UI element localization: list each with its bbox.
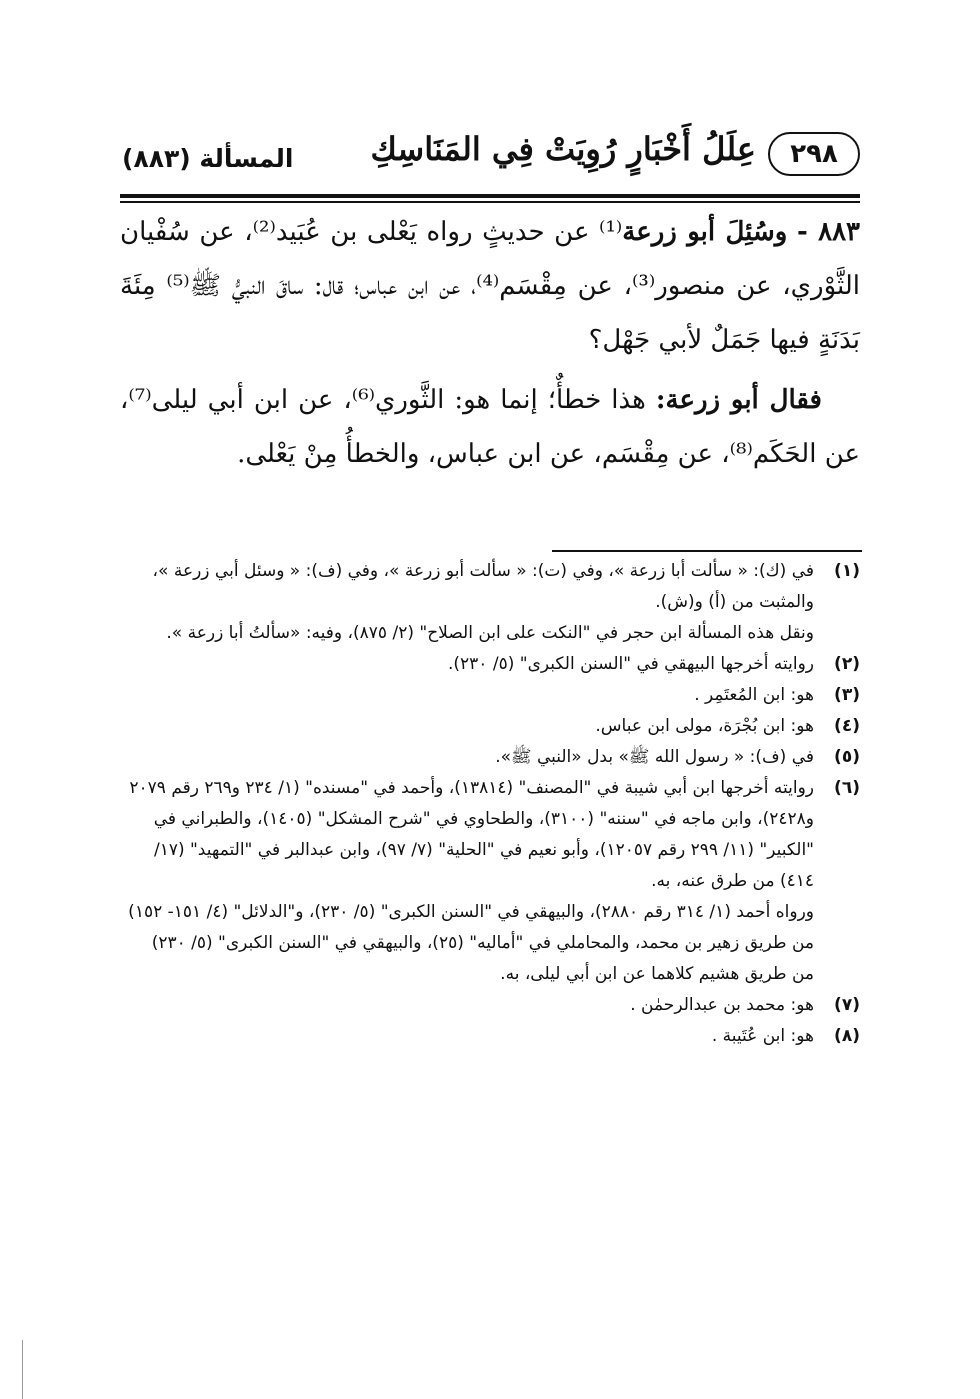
footnote-separator xyxy=(552,550,862,552)
footnote-6 xyxy=(128,773,860,990)
footnote-text: هو: ابن عُتَيبة . xyxy=(711,1026,814,1046)
footnote-text: روايته أخرجها ابن أبي شيبة في "المصنف" (١٣٨١٤)، وأحمد في "مسنده" (١/ ٢٣٤ و٢٦٩ رقم ٢٠٧٩ و٢٤٢٨)، وابن ماجه في "سننه" (٣١٠٠)، والطحاوي في "شرح المشكل" (١٤٠٥)، والطبراني في "الكبير" (١١/ ٢٩٩ رقم ١٢٠٥٧)، وأبو نعيم في "الحلية" (٧/ ٩٧)، وابن عبدالبر في "التمهيد" (١٧/ ٤١٤) من طرق عنه، به. xyxy=(129,778,814,891)
issue-number: ٨٨٣ - xyxy=(796,217,861,247)
scan-margin-line xyxy=(22,1340,23,1399)
footnote-text: هو: محمد بن عبدالرحمٰن . xyxy=(630,995,814,1015)
answer-lead: فقال أبو زرعة: xyxy=(655,385,822,415)
footnote-7 xyxy=(128,990,860,1021)
footnotes xyxy=(128,556,860,1052)
footnote-text: ونقل هذه المسألة ابن حجر في "النكت على ابن الصلاح" (٢/ ٨٧٥)، وفيه: «سألتُ أبا زرعة ». xyxy=(166,623,814,643)
header-rule-thick xyxy=(120,194,860,198)
footnote-number: (٧) xyxy=(834,995,860,1015)
answer-paragraph xyxy=(120,373,860,481)
footnote-text: في (ك): « سألت أبا زرعة »، وفي (ت): « سألت أبو زرعة »، وفي (ف): « وسئل أبي زرعة »، والمثبت من (أ) و(ش). xyxy=(152,561,814,612)
footnote-number: (٨) xyxy=(834,1026,860,1046)
page-number: ٢٩٨ xyxy=(768,132,860,176)
footnote-text: هو: ابن المُعتَمِر . xyxy=(694,685,814,705)
footnote-number: (٢) xyxy=(834,654,860,674)
footnote-text: ورواه أحمد (١/ ٣١٤ رقم ٢٨٨٠)، والبيهقي في "السنن الكبرى" (٥/ ٢٣٠)، و"الدلائل" (٤/ ١٥١- ١٥٢) من طريق زهير بن محمد، والمحاملي في "أماليه" (٢٥)، والبيهقي في "السنن الكبرى" (٥/ ٢٣٠) من طريق هشيم كلاهما عن ابن أبي ليلى، به. xyxy=(128,902,814,984)
footnote-number: (٥) xyxy=(834,747,860,767)
book-title: عِلَلُ أَخْبَارٍ رُوِيَتْ فِي المَنَاسِكِ xyxy=(370,130,756,168)
footnote-number: (١) xyxy=(834,561,860,581)
footnote-3 xyxy=(128,680,860,711)
footnote-text: روايته أخرجها البيهقي في "السنن الكبرى" (٥/ ٢٣٠). xyxy=(448,654,814,674)
main-text xyxy=(120,205,860,481)
footnote-5 xyxy=(128,742,860,773)
footnote-text: هو: ابن بُجْرَة، مولى ابن عباس. xyxy=(595,716,814,736)
footnote-number: (٦) xyxy=(834,778,860,798)
footnote-8 xyxy=(128,1021,860,1052)
footnote-2 xyxy=(128,649,860,680)
footnote-text: في (ف): « رسول الله ﷺ» بدل «النبي ﷺ». xyxy=(495,747,814,767)
footnote-number: (٣) xyxy=(834,685,860,705)
question-text: ⁽¹⁾ عن حديثٍ رواه يَعْلى بن عُبَيد⁽²⁾، عن سُفْيان الثَّوْري، عن منصور⁽³⁾، عن مِقْسَم⁽⁴⁾، عن ابن عباس؛ قال: ساقَ النبيُّ ﷺ⁽⁵⁾ مِئَةَ بَدَنَةٍ فيها جَمَلٌ لأبي جَهْل؟ xyxy=(120,217,860,355)
answer-text: هذا خطأٌ؛ إنما هو: الثَّوري⁽⁶⁾، عن ابن أبي ليلى⁽⁷⁾، عن الحَكَم⁽⁸⁾، عن مِقْسَم، عن ابن عباس، والخطأُ مِنْ يَعْلى. xyxy=(120,385,860,469)
question-paragraph xyxy=(120,205,860,367)
header-rule-thin xyxy=(120,201,860,203)
issue-label: المسألة (٨٨٣) xyxy=(122,144,294,173)
footnote-number: (٤) xyxy=(834,716,860,736)
question-lead: وسُئِلَ أبو زرعة xyxy=(622,217,788,247)
footnote-4 xyxy=(128,711,860,742)
page-header xyxy=(118,124,860,184)
footnote-1 xyxy=(128,556,860,649)
